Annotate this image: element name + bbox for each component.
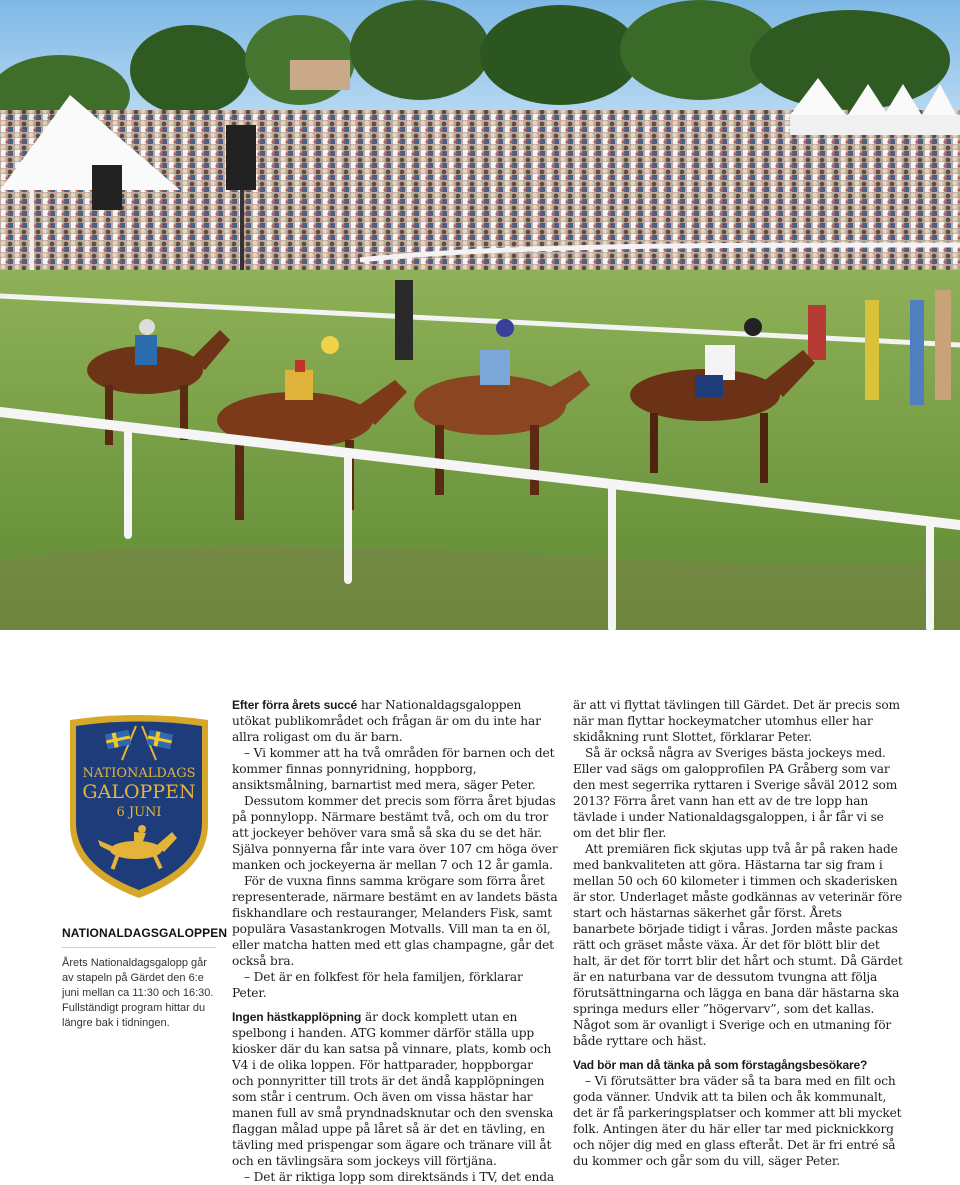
info-line: av stapeln på Gärdet den 6:e bbox=[62, 972, 204, 984]
info-box bbox=[62, 926, 228, 1031]
logo-line2: GALOPPEN bbox=[82, 781, 196, 803]
paragraph bbox=[232, 697, 558, 745]
paragraph: För de vuxna finns samma krögare som förra året representerade, närmare bestämt en av landets bästa fiskhandlare och restauranger, Melanders Fisk, samt populära Vasastankrogen Motvalls. Vill man ta en öl, eller matcha hatten med ett glas champagne, går det också bra. bbox=[232, 874, 558, 968]
info-line: längre bak i tidningen. bbox=[62, 1017, 170, 1029]
paragraph-text: är dock komplett utan en spelbong i handen. ATG kommer därför ställa upp kiosker där du kan satsa på vinnare, plats, komb och V4 i de olika loppen. För hattparader, hoppborgar och ponnyritter till trots är det ändå kapplöpningen som står i centrum. Och även om vissa hästar har manen full av små pryndnadsknutar och den svenska flaggan målad uppe på låret så är det en tävling, en tävling med prispengar som ägare och tränare vill åt och en tävlingsära som jockeys vill förtjäna. bbox=[232, 1010, 554, 1168]
info-box-heading: NATIONALDAGSGALOPPEN bbox=[62, 926, 216, 948]
event-logo bbox=[64, 712, 214, 900]
paragraph: – Vi kommer att ha två områden för barnen och det kommer finnas ponnyridning, hoppborg, ansiktsmålning, barnartist med mera, säger Peter. bbox=[232, 746, 555, 792]
paragraph-lead: Ingen hästkapplöpning bbox=[232, 1010, 362, 1024]
info-line: juni mellan ca 11:30 och 16:30. bbox=[62, 987, 214, 999]
info-line: Fullständigt program hittar du bbox=[62, 1002, 206, 1014]
logo-line3: 6 JUNI bbox=[116, 805, 162, 820]
paragraph: – Vi förutsätter bra väder så ta bara med en filt och goda vänner. Undvik att ta bilen och åk kommunalt, det är få parkeringsplatser och kommer att bli mycket folk. Antingen äter du här eller tar med picknickkorg och nöjer dig med en glass efteråt. Det är fri entré så du kommer och går som du vill, säger Peter. bbox=[573, 1074, 902, 1168]
article-column-1 bbox=[232, 697, 558, 1185]
article-column-2 bbox=[573, 697, 903, 1169]
paragraph: Att premiären fick skjutas upp två år på raken hade med bankvaliteten att göra. Hästarna tar sig fram i mellan 50 och 60 kilometer i timmen och skaderisken är stor. Underlaget måste godkännas av veterinär före start och hästarnas säkerhet går först. Årets banarbete började tidigt i våras. Jorden måste packas rätt och gräset måste växa. Är det för blött blir det halt, är det för torrt blir det hårt och stumt. Då Gärdet är en naturbana var de dessutom tvungna att följa förutsättningarna och lägga en bana där hästarna ska springa medurs eller ”högervarv”, som det kallas. Något som är ovanligt i Sverige och en utmaning för både ryttare och häst. bbox=[573, 842, 903, 1048]
paragraph: – Det är riktiga lopp som direktsänds i TV, det enda bbox=[244, 1170, 555, 1184]
paragraph-text: har Nationaldagsgaloppen utökat publikområdet och frågan är om du inte har allra roligast om du är barn. bbox=[232, 698, 541, 744]
info-box-text bbox=[62, 956, 216, 1031]
paragraph bbox=[232, 1009, 558, 1169]
paragraph: Dessutom kommer det precis som förra året bjudas på ponnylopp. Närmare bestämt två, och om du tror att jockeyer behöver vara små så ska du se det här. Själva ponnyerna får inte vara över 107 cm höga över manken och jockeyerna är mellan 7 och 12 år gamla. bbox=[232, 794, 558, 872]
paragraph: – Det är en folkfest för hela familjen, förklarar Peter. bbox=[232, 970, 523, 1000]
crowd bbox=[0, 110, 960, 280]
paragraph: är att vi flyttat tävlingen till Gärdet. Det är precis som när man flyttar hockeymatcher utomhus eller har skidåkning runt Slottet, förklarar Peter. bbox=[573, 698, 900, 744]
logo-line1: NATIONALDAGS bbox=[82, 766, 196, 781]
paragraph-lead: Efter förra årets succé bbox=[232, 698, 358, 712]
subheading-question: Vad bör man då tänka på som förstagångsbesökare? bbox=[573, 1058, 868, 1072]
logo-shield bbox=[64, 712, 214, 900]
paragraph: Så är också några av Sveriges bästa jockeys med. Eller vad sägs om galopprofilen PA Gråberg som var den mest segerrika ryttaren i Sverige såväl 2012 som 2013? Förra året vann han ett av de tre lopp han tävlade i under Nationaldagsgaloppen, i år får vi se om det blir fler. bbox=[573, 746, 898, 840]
info-line: Årets Nationaldagsgalopp går bbox=[62, 957, 207, 969]
